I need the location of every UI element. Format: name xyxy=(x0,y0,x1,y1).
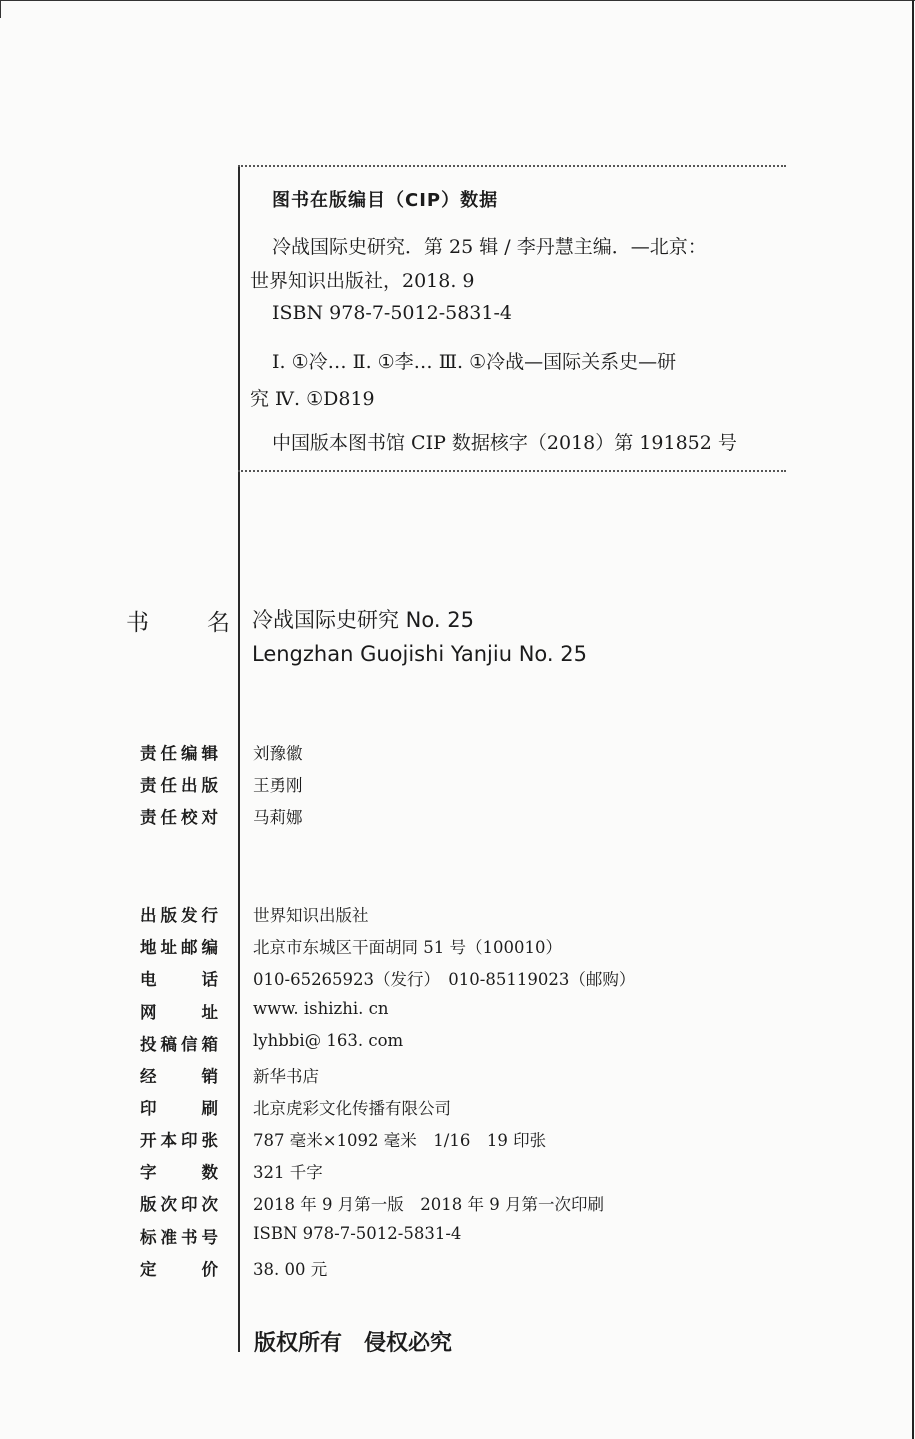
copyright-notice: 版权所有 侵权必究 xyxy=(254,1331,453,1356)
cip-line-4: Ⅰ. ①冷… Ⅱ. ①李… Ⅲ. ①冷战—国际关系史—研 xyxy=(272,351,677,373)
address-label: 地址邮编 xyxy=(140,938,218,957)
cip-line-5: 究 Ⅳ. ①D819 xyxy=(250,388,375,410)
price-value: 38. 00 元 xyxy=(253,1260,328,1279)
isbn-label: 标准书号 xyxy=(140,1228,218,1247)
word-count-label: 字数 xyxy=(140,1163,218,1182)
scan-border-right xyxy=(912,0,914,1439)
format-label: 开本印张 xyxy=(140,1131,218,1150)
submission-email-label: 投稿信箱 xyxy=(140,1035,218,1054)
distributor-value: 新华书店 xyxy=(253,1067,319,1086)
book-title-chinese: 冷战国际史研究 No. 25 xyxy=(252,608,474,632)
scan-border-top xyxy=(0,0,915,1)
website-value: www. ishizhi. cn xyxy=(253,999,389,1018)
website-label: 网址 xyxy=(140,1003,218,1022)
production-editor-label: 责任出版 xyxy=(140,776,218,795)
cip-top-dotted-rule xyxy=(238,165,786,167)
distributor-label: 经销 xyxy=(140,1067,218,1086)
editor-value: 刘豫徽 xyxy=(253,744,303,763)
isbn-value: ISBN 978-7-5012-5831-4 xyxy=(253,1224,462,1243)
submission-email-value: lyhbbi@ 163. com xyxy=(253,1031,404,1050)
price-label: 定价 xyxy=(140,1260,218,1279)
book-title-pinyin: Lengzhan Guojishi Yanjiu No. 25 xyxy=(252,642,587,666)
proofreader-value: 马莉娜 xyxy=(253,808,303,827)
phone-label: 电话 xyxy=(140,970,218,989)
address-value: 北京市东城区干面胡同 51 号（100010） xyxy=(253,938,562,957)
book-title-label: 书名 xyxy=(126,610,230,636)
cip-line-6: 中国版本图书馆 CIP 数据核字（2018）第 191852 号 xyxy=(272,432,737,454)
format-value: 787 毫米×1092 毫米 1/16 19 印张 xyxy=(253,1131,547,1150)
word-count-value: 321 千字 xyxy=(253,1163,323,1182)
cip-line-3: ISBN 978-7-5012-5831-4 xyxy=(272,302,512,324)
cip-line-1: 冷战国际史研究．第 25 辑 / 李丹慧主编．—北京： xyxy=(272,236,707,258)
cip-bottom-dotted-rule xyxy=(238,470,786,472)
vertical-rule xyxy=(238,165,240,1352)
printer-label: 印刷 xyxy=(140,1099,218,1118)
phone-value: 010-65265923（发行） 010-85119023（邮购） xyxy=(253,970,636,989)
cip-heading: 图书在版编目（CIP）数据 xyxy=(272,190,499,211)
production-editor-value: 王勇刚 xyxy=(253,776,303,795)
printer-value: 北京虎彩文化传播有限公司 xyxy=(253,1099,451,1118)
publisher-label: 出版发行 xyxy=(140,906,218,925)
edition-label: 版次印次 xyxy=(140,1195,218,1214)
publisher-value: 世界知识出版社 xyxy=(253,906,369,925)
edition-value: 2018 年 9 月第一版 2018 年 9 月第一次印刷 xyxy=(253,1195,604,1214)
scan-border-left xyxy=(0,0,1,18)
editor-label: 责任编辑 xyxy=(140,744,218,763)
proofreader-label: 责任校对 xyxy=(140,808,218,827)
cip-line-2: 世界知识出版社，2018. 9 xyxy=(250,270,475,292)
